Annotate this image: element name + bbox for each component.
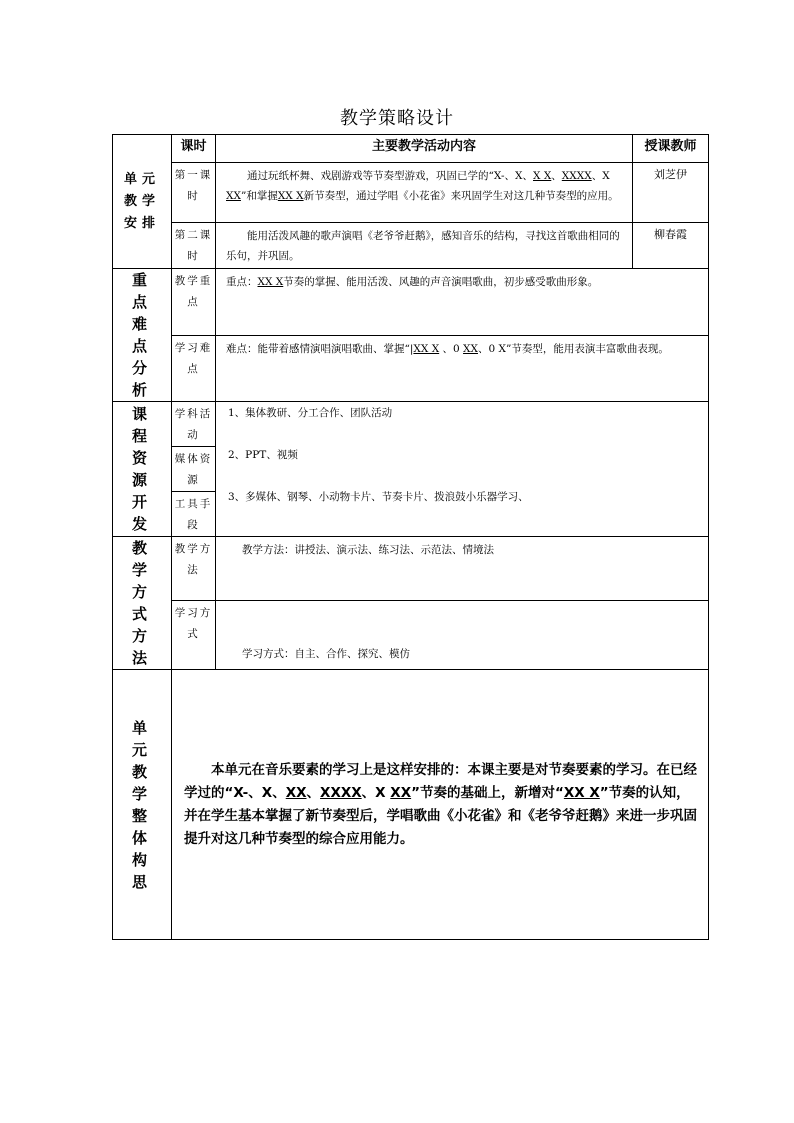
lesson1-row	[113, 163, 709, 223]
key-point-text: 重点：XX X节奏的掌握、能用活泼、风趣的声音演唱歌曲，初步感受歌曲形象。	[216, 269, 709, 336]
header-row	[113, 135, 709, 163]
header-period: 课时	[172, 135, 216, 163]
header-teacher: 授课教师	[633, 135, 709, 163]
lesson1-label: 第一课时	[172, 163, 216, 223]
resources-category: 课程资源开发	[113, 402, 172, 537]
overall-category: 单元教学整体构思	[113, 670, 172, 940]
resource-label-subject: 学科活动	[172, 402, 216, 447]
strategy-table	[112, 134, 709, 940]
unit-arrangement-category: 单元教学安排	[113, 135, 172, 269]
lesson2-label: 第二课时	[172, 223, 216, 269]
overall-text: 本单元在音乐要素的学习上是这样安排的：本课主要是对节奏要素的学习。在已经学过的“X-、X、XX、XXXX、X XX”节奏的基础上，新增对“XX X”节奏的认知，并在学生基本掌握了新节奏型后，学唱歌曲《小花雀》和《老爷爷赶鹅》来进一步巩固提升对这几种节奏型的综合应用能力。	[172, 670, 709, 940]
resource-item: 1、集体教研、分工合作、团队活动	[228, 407, 393, 419]
learning-method-text: 学习方式：自主、合作、探究、模仿	[216, 601, 709, 670]
page-title: 教学策略设计	[340, 108, 454, 129]
lesson1-teacher: 刘芝伊	[633, 163, 709, 223]
overall-row	[113, 670, 709, 940]
key-point-label: 教学重点	[172, 269, 216, 336]
lesson2-teacher: 柳春霞	[633, 223, 709, 269]
header-content: 主要教学活动内容	[216, 135, 633, 163]
lesson2-row	[113, 223, 709, 269]
key-point-row	[113, 269, 709, 336]
methods-category: 教学方式方法	[113, 537, 172, 670]
key-points-category: 重点难点分析	[113, 269, 172, 402]
resource-label-media: 媒体资源	[172, 447, 216, 492]
difficulty-row	[113, 335, 709, 402]
lesson2-content: 能用活泼风趣的歌声演唱《老爷爷赶鹅》，感知音乐的结构，寻找这首歌曲相同的乐句，并巩固。	[216, 223, 633, 269]
learning-method-label: 学习方式	[172, 601, 216, 670]
lesson1-content: 通过玩纸杯舞、戏剧游戏等节奏型游戏，巩固已学的“X-、X、X X、XXXX、X XX”和掌握XX X新节奏型，通过学唱《小花雀》来巩固学生对这几种节奏型的应用。	[216, 163, 633, 223]
method-row-2	[113, 601, 709, 670]
difficulty-text: 难点：能带着感情演唱演唱歌曲、掌握“|XX X 、0 XX、0 X”节奏型，能用表演丰富歌曲表现。	[216, 335, 709, 402]
resource-items	[216, 402, 709, 537]
resource-row-1	[113, 402, 709, 447]
resource-label-tools: 工具手段	[172, 492, 216, 537]
method-row-1	[113, 537, 709, 601]
teaching-method-text: 教学方法：讲授法、演示法、练习法、示范法、情境法	[216, 537, 709, 601]
difficulty-label: 学习难点	[172, 335, 216, 402]
resource-item: 3、多媒体、钢琴、小动物卡片、节奏卡片、拨浪鼓小乐器学习、	[228, 491, 529, 503]
resource-item: 2、PPT、视频	[228, 449, 298, 461]
teaching-method-label: 教学方法	[172, 537, 216, 601]
